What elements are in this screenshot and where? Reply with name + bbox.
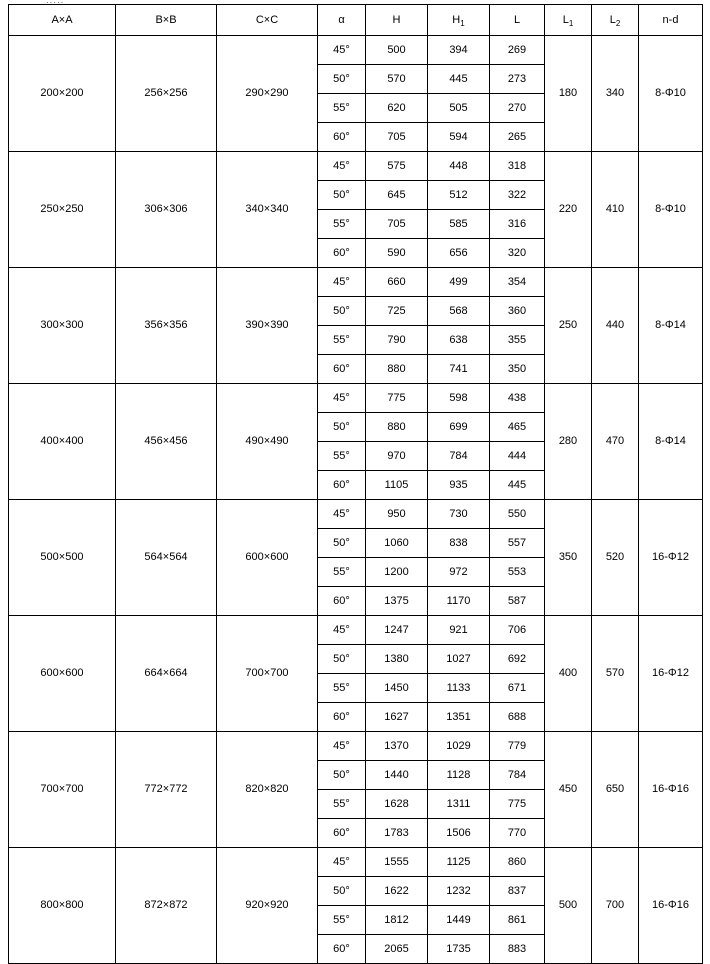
cell-h: 1060 — [366, 529, 428, 558]
cell-alpha: 45° — [318, 616, 366, 645]
cell-h1: 585 — [428, 210, 490, 239]
cell-l: 445 — [490, 471, 545, 500]
table-row — [9, 500, 703, 529]
cell-h1: 1133 — [428, 674, 490, 703]
cell-l: 706 — [490, 616, 545, 645]
cell-l: 318 — [490, 152, 545, 181]
cell-aa: 200×200 — [9, 36, 116, 152]
cell-h1: 1125 — [428, 848, 490, 877]
cell-alpha: 60° — [318, 703, 366, 732]
cell-h1: 1232 — [428, 877, 490, 906]
cell-aa: 300×300 — [9, 268, 116, 384]
cell-l1: 450 — [545, 732, 592, 848]
table-header-row — [9, 5, 703, 36]
cell-h: 880 — [366, 413, 428, 442]
cell-cc: 490×490 — [217, 384, 318, 500]
cell-aa: 800×800 — [9, 848, 116, 964]
cell-alpha: 45° — [318, 36, 366, 65]
cell-l2: 700 — [592, 848, 639, 964]
cell-cc: 340×340 — [217, 152, 318, 268]
cell-h: 790 — [366, 326, 428, 355]
cell-h1: 448 — [428, 152, 490, 181]
cell-l: 775 — [490, 790, 545, 819]
cell-alpha: 50° — [318, 877, 366, 906]
cell-bb: 664×664 — [116, 616, 217, 732]
cell-h: 775 — [366, 384, 428, 413]
cell-l1: 280 — [545, 384, 592, 500]
cell-h1: 784 — [428, 442, 490, 471]
column-header-cc: C×C — [217, 5, 318, 36]
cell-l: 273 — [490, 65, 545, 94]
cell-h1: 499 — [428, 268, 490, 297]
column-header-h1-base: H — [452, 13, 461, 26]
cell-l: 316 — [490, 210, 545, 239]
cell-alpha: 50° — [318, 529, 366, 558]
cell-h1: 1311 — [428, 790, 490, 819]
cell-alpha: 60° — [318, 819, 366, 848]
cell-nd: 8-Φ10 — [639, 36, 703, 152]
cell-l: 360 — [490, 297, 545, 326]
cell-cc: 920×920 — [217, 848, 318, 964]
table-row — [9, 384, 703, 413]
cell-alpha: 60° — [318, 935, 366, 964]
cell-alpha: 45° — [318, 152, 366, 181]
cell-l1: 350 — [545, 500, 592, 616]
column-header-l1 — [545, 5, 592, 36]
cell-aa: 400×400 — [9, 384, 116, 500]
cell-alpha: 50° — [318, 761, 366, 790]
cell-h: 570 — [366, 65, 428, 94]
cell-h1: 1170 — [428, 587, 490, 616]
cell-h: 660 — [366, 268, 428, 297]
cell-l: 784 — [490, 761, 545, 790]
cell-cc: 700×700 — [217, 616, 318, 732]
cell-h1: 1351 — [428, 703, 490, 732]
cell-l: 270 — [490, 94, 545, 123]
cell-h1: 594 — [428, 123, 490, 152]
cell-l: 354 — [490, 268, 545, 297]
column-header-bb: B×B — [116, 5, 217, 36]
cell-alpha: 60° — [318, 123, 366, 152]
cell-cc: 600×600 — [217, 500, 318, 616]
cell-h1: 741 — [428, 355, 490, 384]
cell-nd: 8-Φ14 — [639, 268, 703, 384]
cell-alpha: 55° — [318, 442, 366, 471]
cell-h1: 730 — [428, 500, 490, 529]
cell-l: 444 — [490, 442, 545, 471]
column-header-l1-base: L — [562, 13, 569, 26]
cell-h: 575 — [366, 152, 428, 181]
cell-l: 322 — [490, 181, 545, 210]
cell-nd: 16-Φ12 — [639, 500, 703, 616]
cell-l1: 500 — [545, 848, 592, 964]
cell-alpha: 60° — [318, 239, 366, 268]
top-note: ····· — [46, 0, 65, 6]
cell-h: 1628 — [366, 790, 428, 819]
table-row — [9, 268, 703, 297]
cell-l: 770 — [490, 819, 545, 848]
cell-bb: 306×306 — [116, 152, 217, 268]
cell-alpha: 50° — [318, 645, 366, 674]
cell-nd: 8-Φ10 — [639, 152, 703, 268]
cell-h1: 445 — [428, 65, 490, 94]
column-header-aa: A×A — [9, 5, 116, 36]
cell-l: 779 — [490, 732, 545, 761]
cell-aa: 700×700 — [9, 732, 116, 848]
cell-h1: 838 — [428, 529, 490, 558]
cell-h1: 638 — [428, 326, 490, 355]
cell-alpha: 45° — [318, 384, 366, 413]
cell-h: 645 — [366, 181, 428, 210]
cell-l1: 250 — [545, 268, 592, 384]
cell-l: 860 — [490, 848, 545, 877]
cell-l: 465 — [490, 413, 545, 442]
cell-alpha: 55° — [318, 906, 366, 935]
cell-bb: 456×456 — [116, 384, 217, 500]
cell-alpha: 50° — [318, 181, 366, 210]
cell-h: 705 — [366, 210, 428, 239]
cell-h: 590 — [366, 239, 428, 268]
cell-alpha: 45° — [318, 848, 366, 877]
specification-table — [8, 4, 703, 964]
cell-l: 438 — [490, 384, 545, 413]
cell-cc: 390×390 — [217, 268, 318, 384]
cell-cc: 820×820 — [217, 732, 318, 848]
cell-h1: 699 — [428, 413, 490, 442]
cell-alpha: 60° — [318, 355, 366, 384]
cell-l: 355 — [490, 326, 545, 355]
cell-aa: 600×600 — [9, 616, 116, 732]
cell-h1: 1128 — [428, 761, 490, 790]
cell-l: 553 — [490, 558, 545, 587]
cell-h: 1622 — [366, 877, 428, 906]
cell-l2: 650 — [592, 732, 639, 848]
cell-bb: 872×872 — [116, 848, 217, 964]
column-header-nd: n-d — [639, 5, 703, 36]
cell-alpha: 50° — [318, 65, 366, 94]
table-row — [9, 36, 703, 65]
cell-h: 1375 — [366, 587, 428, 616]
cell-alpha: 55° — [318, 210, 366, 239]
cell-h1: 656 — [428, 239, 490, 268]
cell-alpha: 55° — [318, 558, 366, 587]
cell-nd: 16-Φ16 — [639, 732, 703, 848]
cell-h: 1200 — [366, 558, 428, 587]
column-header-h1-sub: 1 — [460, 18, 465, 28]
cell-alpha: 60° — [318, 587, 366, 616]
column-header-l: L — [490, 5, 545, 36]
cell-h: 880 — [366, 355, 428, 384]
cell-bb: 256×256 — [116, 36, 217, 152]
cell-l: 550 — [490, 500, 545, 529]
cell-l: 557 — [490, 529, 545, 558]
cell-h: 1812 — [366, 906, 428, 935]
cell-l: 883 — [490, 935, 545, 964]
cell-h: 970 — [366, 442, 428, 471]
column-header-l2-sub: 2 — [615, 18, 621, 28]
cell-l: 692 — [490, 645, 545, 674]
column-header-h1 — [428, 5, 490, 36]
cell-h: 620 — [366, 94, 428, 123]
cell-h: 500 — [366, 36, 428, 65]
cell-h: 2065 — [366, 935, 428, 964]
column-header-l2-base: L — [609, 13, 616, 26]
cell-aa: 250×250 — [9, 152, 116, 268]
cell-l2: 470 — [592, 384, 639, 500]
cell-h: 1627 — [366, 703, 428, 732]
cell-bb: 356×356 — [116, 268, 217, 384]
cell-l: 265 — [490, 123, 545, 152]
cell-h: 1450 — [366, 674, 428, 703]
cell-h: 705 — [366, 123, 428, 152]
cell-nd: 16-Φ12 — [639, 616, 703, 732]
cell-l2: 410 — [592, 152, 639, 268]
cell-alpha: 55° — [318, 94, 366, 123]
cell-l1: 180 — [545, 36, 592, 152]
cell-l: 837 — [490, 877, 545, 906]
cell-alpha: 45° — [318, 732, 366, 761]
cell-h: 1370 — [366, 732, 428, 761]
table-row — [9, 848, 703, 877]
cell-h1: 972 — [428, 558, 490, 587]
cell-l: 320 — [490, 239, 545, 268]
column-header-l1-sub: 1 — [568, 18, 574, 28]
cell-alpha: 60° — [318, 471, 366, 500]
cell-l1: 400 — [545, 616, 592, 732]
cell-bb: 772×772 — [116, 732, 217, 848]
cell-l2: 570 — [592, 616, 639, 732]
column-header-l2 — [592, 5, 639, 36]
cell-bb: 564×564 — [116, 500, 217, 616]
cell-h1: 394 — [428, 36, 490, 65]
cell-h1: 512 — [428, 181, 490, 210]
cell-h1: 1029 — [428, 732, 490, 761]
cell-h1: 598 — [428, 384, 490, 413]
column-header-alpha: α — [318, 5, 366, 36]
cell-h: 725 — [366, 297, 428, 326]
cell-l: 861 — [490, 906, 545, 935]
cell-alpha: 50° — [318, 297, 366, 326]
cell-h1: 505 — [428, 94, 490, 123]
cell-l: 688 — [490, 703, 545, 732]
cell-h: 1105 — [366, 471, 428, 500]
cell-h: 1783 — [366, 819, 428, 848]
cell-l2: 340 — [592, 36, 639, 152]
cell-h: 1247 — [366, 616, 428, 645]
cell-aa: 500×500 — [9, 500, 116, 616]
cell-alpha: 45° — [318, 500, 366, 529]
cell-l: 269 — [490, 36, 545, 65]
cell-alpha: 50° — [318, 413, 366, 442]
cell-alpha: 55° — [318, 790, 366, 819]
cell-nd: 16-Φ16 — [639, 848, 703, 964]
cell-alpha: 45° — [318, 268, 366, 297]
table-row — [9, 732, 703, 761]
cell-h: 1380 — [366, 645, 428, 674]
cell-alpha: 55° — [318, 326, 366, 355]
cell-h1: 1027 — [428, 645, 490, 674]
table-row — [9, 616, 703, 645]
cell-h1: 568 — [428, 297, 490, 326]
cell-l2: 440 — [592, 268, 639, 384]
cell-h1: 1735 — [428, 935, 490, 964]
cell-alpha: 55° — [318, 674, 366, 703]
cell-h: 950 — [366, 500, 428, 529]
cell-l1: 220 — [545, 152, 592, 268]
cell-l: 671 — [490, 674, 545, 703]
table-header — [9, 5, 703, 36]
cell-h1: 935 — [428, 471, 490, 500]
cell-l: 350 — [490, 355, 545, 384]
cell-h: 1440 — [366, 761, 428, 790]
cell-l2: 520 — [592, 500, 639, 616]
cell-h: 1555 — [366, 848, 428, 877]
cell-nd: 8-Φ14 — [639, 384, 703, 500]
cell-h1: 1449 — [428, 906, 490, 935]
cell-cc: 290×290 — [217, 36, 318, 152]
cell-h1: 1506 — [428, 819, 490, 848]
cell-l: 587 — [490, 587, 545, 616]
table-row — [9, 152, 703, 181]
cell-h1: 921 — [428, 616, 490, 645]
table-body — [9, 36, 703, 964]
column-header-h: H — [366, 5, 428, 36]
